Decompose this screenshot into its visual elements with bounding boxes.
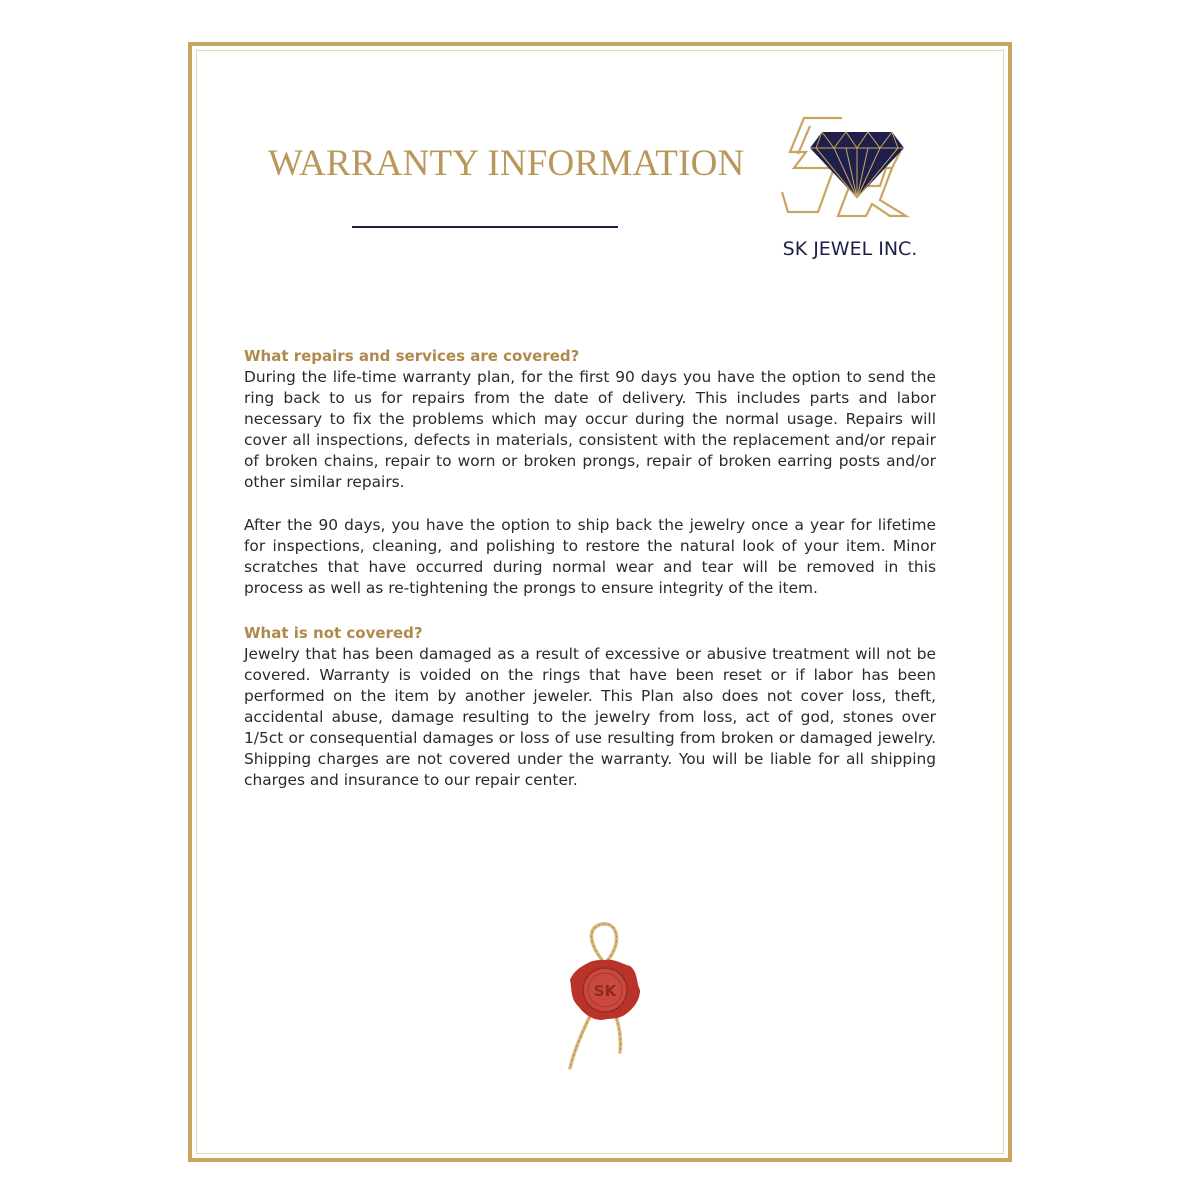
brand-name: SK JEWEL INC. <box>782 238 918 260</box>
seal-text: SK <box>593 982 617 1000</box>
title-underline <box>352 226 618 228</box>
not-covered-paragraph: Jewelry that has been damaged as a result of excessive or abusive treatment will not be covered. Warranty is voided on the rings that have been reset or if labor has been performed on the item by another jeweler. This Plan also does not cover loss, theft, accidental abuse, damage resulting to the jewelry from loss, act of god, stones over 1/5ct or consequential damages or loss of use resulting from broken or damaged jewelry. Shipping charges are not covered under the warranty. You will be liable for all shipping charges and insurance to our repair center. <box>244 645 936 789</box>
page-title: WARRANTY INFORMATION <box>268 143 745 184</box>
warranty-body <box>244 346 936 791</box>
covered-paragraph-2: After the 90 days, you have the option to ship back the jewelry once a year for lifetime for inspections, cleaning, and polishing to restore the natural look of your item. Minor scratches that have occurred during normal wear and tear will be removed in this process as well as re-tightening the prongs to ensure integrity of the item. <box>244 516 936 597</box>
section-heading-not-covered: What is not covered? <box>244 624 423 642</box>
diamond-icon <box>780 112 916 224</box>
wax-seal-icon <box>556 920 652 1072</box>
covered-paragraph-1: During the life-time warranty plan, for the first 90 days you have the option to send the ring back to us for repairs from the date of delivery. This includes parts and labor necessary to fix the problems which may occur during the normal usage. Repairs will cover all inspections, defects in materials, consistent with the replacement and/or repair of broken chains, repair to worn or broken prongs, repair of broken earring posts and/or other similar repairs. <box>244 368 936 491</box>
section-heading-covered: What repairs and services are covered? <box>244 347 580 365</box>
section-spacer <box>244 599 936 623</box>
paragraph-spacer <box>244 493 936 515</box>
